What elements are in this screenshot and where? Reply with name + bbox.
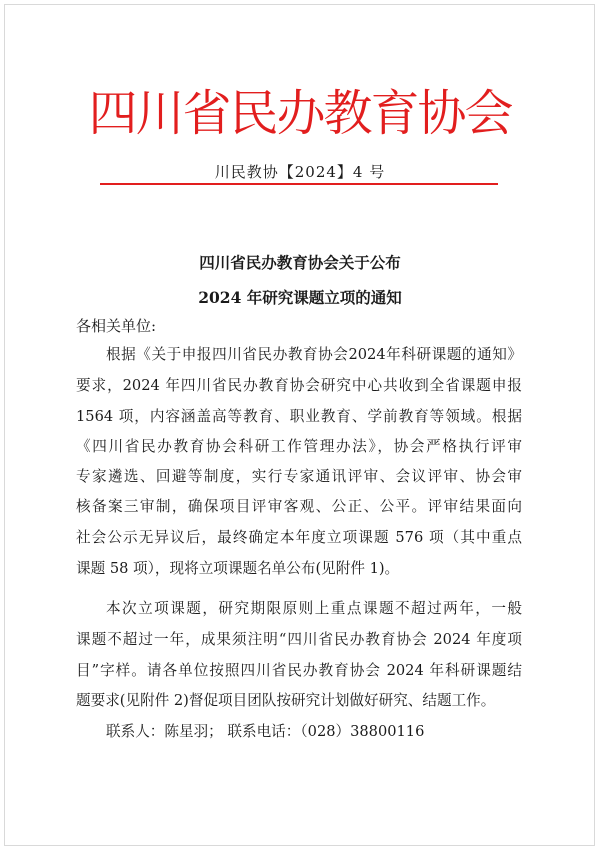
- paragraph-2-line: 目”字样。请各单位按照四川省民办教育协会 2024 年科研课题结: [76, 662, 522, 679]
- paragraph-1-line: 1564 项，内容涵盖高等教育、职业教育、学前教育等领域。根据: [76, 408, 522, 425]
- paragraph-1-line: 根据《关于申报四川省民办教育协会2024年科研课题的通知》: [106, 346, 522, 363]
- red-divider-line: [100, 183, 498, 185]
- paragraph-2-line: 本次立项课题，研究期限原则上重点课题不超过两年，一般: [106, 600, 522, 617]
- contact-info: 联系人：陈星羽； 联系电话：（028）38800116: [106, 723, 425, 740]
- paragraph-2-line: 课题不超过一年，成果须注明“四川省民办教育协会 2024 年度项: [76, 631, 522, 648]
- paragraph-2-line: 题要求(见附件 2)督促项目团队按研究计划做好研究、结题工作。: [76, 692, 496, 709]
- notice-title-line-1: 四川省民办教育协会关于公布: [199, 253, 401, 272]
- paragraph-1-line: 社会公示无异议后，最终确定本年度立项课题 576 项（其中重点: [76, 529, 522, 546]
- paragraph-1-line: 要求，2024 年四川省民办教育协会研究中心共收到全省课题申报: [76, 377, 522, 394]
- paragraph-1-line: 《四川省民办教育协会科研工作管理办法》，协会严格执行评审: [76, 438, 522, 455]
- document-number: 川民教协【2024】4 号: [214, 163, 386, 181]
- paragraph-1-line: 专家遴选、回避等制度，实行专家通讯评审、会议评审、协会审: [76, 468, 522, 485]
- organization-title: 四川省民办教育协会: [88, 85, 512, 142]
- paragraph-1-line: 课题 58 项），现将立项课题名单公布(见附件 1)。: [76, 560, 400, 577]
- salutation: 各相关单位:: [76, 317, 157, 335]
- paragraph-1-line: 核备案三审制，确保项目评审客观、公正、公平。评审结果面向: [76, 498, 522, 515]
- notice-title-line-2: 2024 年研究课题立项的通知: [198, 288, 402, 307]
